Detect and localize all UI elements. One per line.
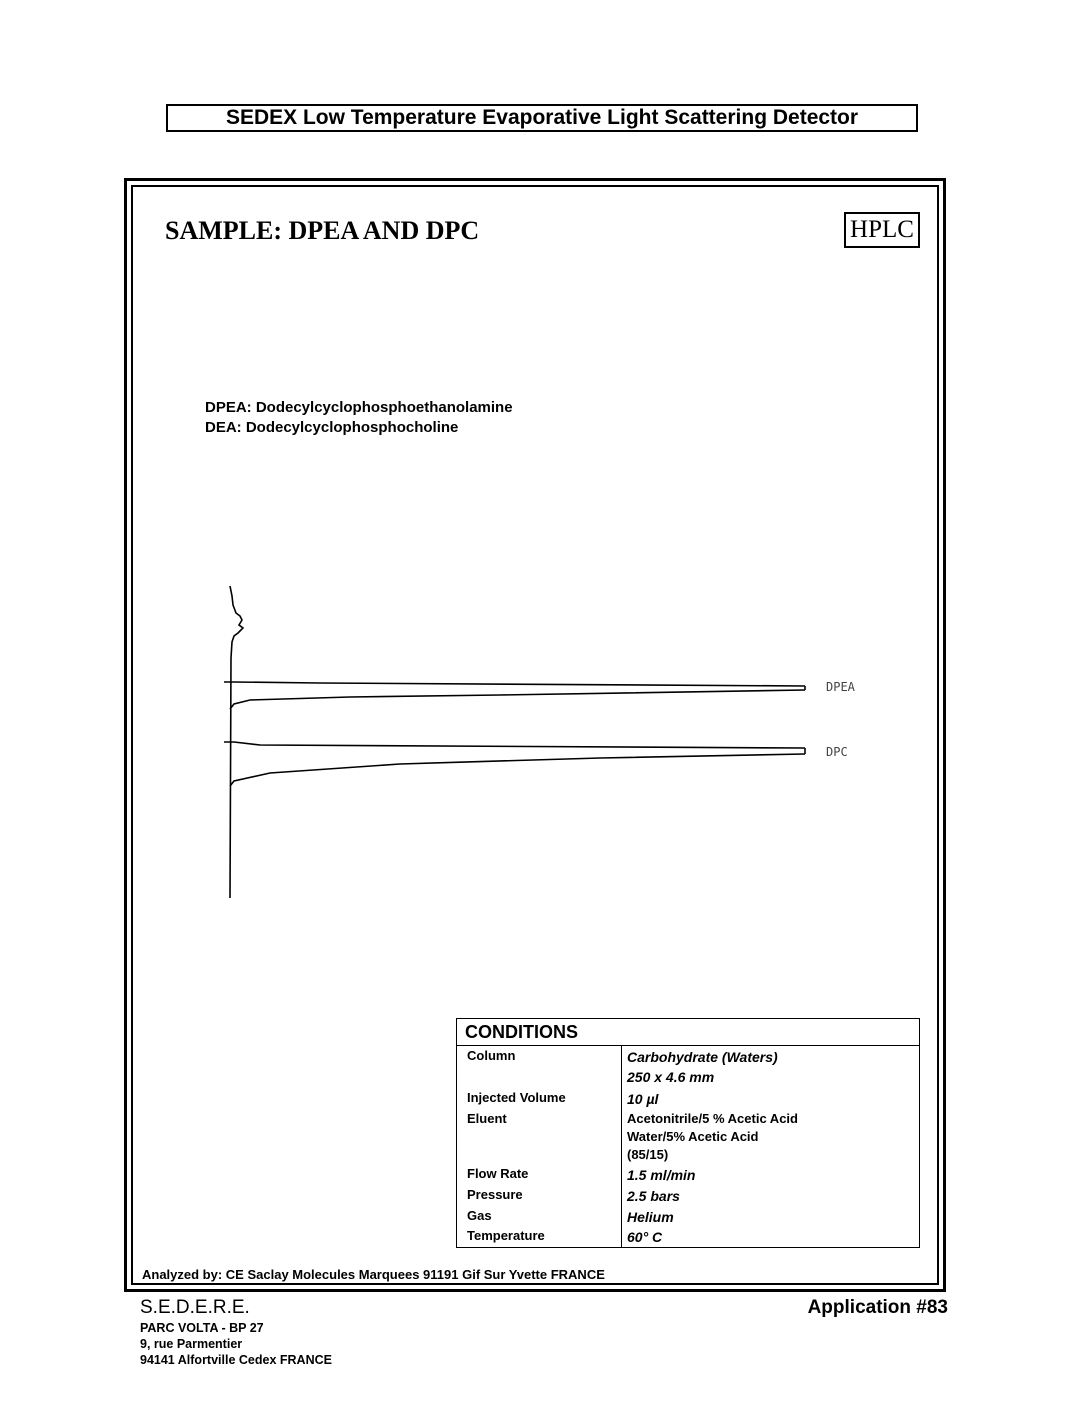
- dpc-label: DPC: [826, 745, 848, 759]
- document-title: SEDEX Low Temperature Evaporative Light Scattering Detector: [166, 104, 918, 132]
- analyzed-by: Analyzed by: CE Saclay Molecules Marquees 91191 Gif Sur Yvette FRANCE: [142, 1267, 605, 1282]
- sample-title: SAMPLE: DPEA AND DPC: [165, 216, 480, 245]
- conditions-column-divider: [621, 1045, 622, 1247]
- application-number: Application #83: [807, 1297, 948, 1318]
- conditions-title: CONDITIONS: [465, 1022, 579, 1042]
- chromatogram: [200, 578, 880, 908]
- compound-definitions: [205, 398, 513, 438]
- dpea-tail: [230, 690, 805, 709]
- dpea-baseline: [224, 682, 805, 686]
- dpc-tail: [230, 754, 805, 786]
- definition-dea: DEA: Dodecylcyclophosphocholine: [205, 419, 459, 436]
- dpc-baseline: [224, 742, 805, 748]
- dpea-label: DPEA: [826, 680, 855, 694]
- method-badge: HPLC: [844, 212, 920, 248]
- company-name: S.E.D.E.R.E.: [140, 1297, 250, 1318]
- conditions-table: CONDITIONS Column Carbohydrate (Waters) 250 x 4.6 mm Injected Volume 10 µl Eluent Acetonitrile/5 % Acetic Acid Water/5% Acetic Acid (85/15) Flow Rate 1.5 ml/min Pressure 2.5 bars Gas Helium Temperature 60° C: [456, 1018, 920, 1248]
- company-address: PARC VOLTA - BP 27 9, rue Parmentier 94141 Alfortville Cedex FRANCE: [140, 1321, 332, 1367]
- conditions-divider: [457, 1045, 919, 1046]
- definition-dpea: DPEA: Dodecylcyclophosphoethanolamine: [205, 399, 513, 416]
